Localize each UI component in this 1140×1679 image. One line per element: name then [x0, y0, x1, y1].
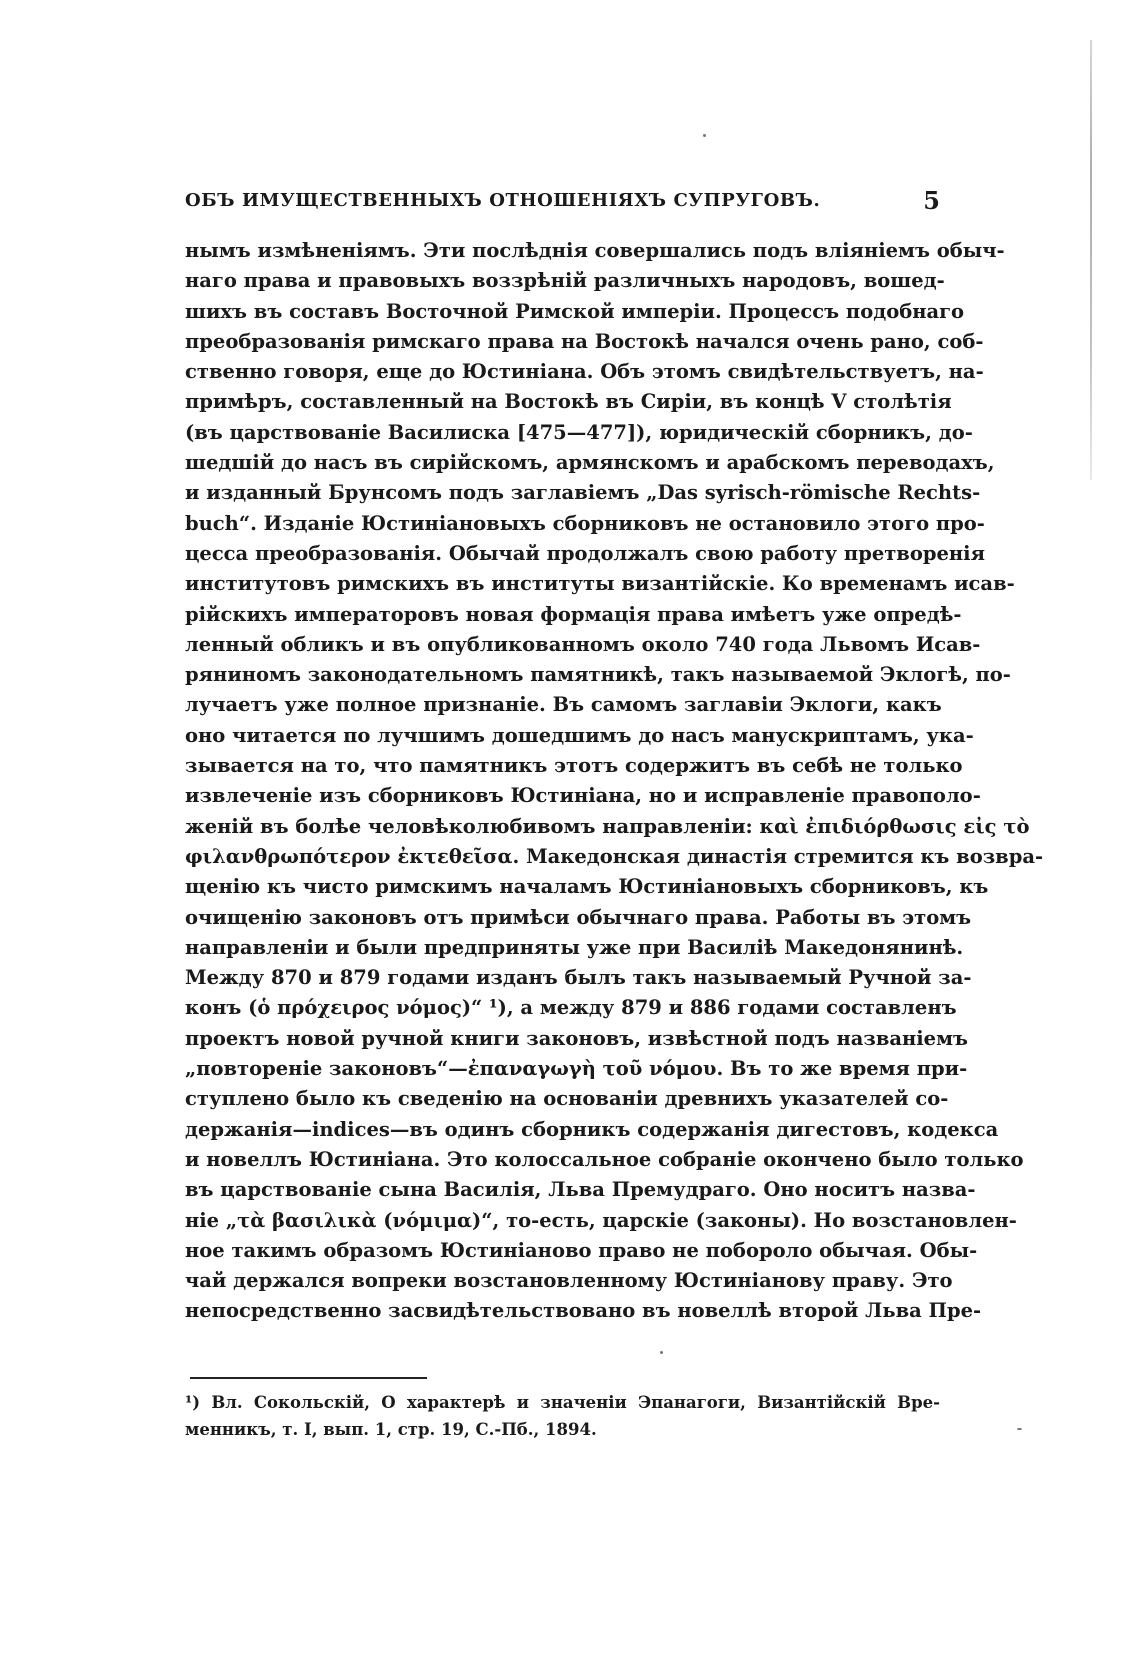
text-line: ряниномъ законодательномъ памятникѣ, такъ называемой Эклогѣ, по- [185, 663, 1011, 687]
page-number: 5 [923, 186, 940, 215]
text-line: оно читается по лучшимъ дошедшимъ до насъ манускриптамъ, ука- [185, 723, 974, 747]
text-line: шихъ въ составъ Восточной Римской имперіи. Процессъ подобнаго [185, 299, 965, 323]
text-line: (въ царствованіе Василиска [475—477]), юридическій сборникъ, до- [185, 420, 973, 444]
body-text [185, 236, 1044, 1327]
text-line: держанія—indices—въ одинъ сборникъ содержанія дигестовъ, кодекса [185, 1117, 999, 1141]
text-line: шедшій до насъ въ сирійскомъ, армянскомъ и арабскомъ переводахъ, [185, 451, 995, 475]
text-line: ступлено было къ сведенію на основаніи древнихъ указателей со- [185, 1087, 949, 1111]
scan-speck [1017, 1428, 1022, 1430]
text-line: преобразованія римскаго права на Востокѣ начался очень рано, соб- [185, 329, 984, 353]
text-line: наго права и правовыхъ воззрѣній различныхъ народовъ, вошед- [185, 269, 945, 293]
scan-speck [660, 1351, 663, 1354]
text-line: непосредственно засвидѣтельствовано въ новеллѣ второй Льва Пре- [185, 1299, 982, 1323]
text-line: buch“. Изданіе Юстиніановыхъ сборниковъ не остановило этого про- [185, 511, 985, 535]
text-line: лучаетъ уже полное признаніе. Въ самомъ заглавіи Эклоги, какъ [185, 693, 942, 717]
text-line: очищенію законовъ отъ примѣси обычнаго права. Работы въ этомъ [185, 905, 972, 929]
footnote [185, 1389, 940, 1443]
scan-edge-shadow [1090, 40, 1092, 480]
text-line: φιλανθρωπότερον ἐκτεθεῖσα. Македонская династія стремится къ возвра- [185, 844, 1044, 868]
text-line: конъ (ὁ πρόχειρος νόμος)“ ¹), а между 879 и 886 годами составленъ [185, 996, 957, 1020]
text-line: Между 870 и 879 годами изданъ былъ такъ называемый Ручной за- [185, 966, 972, 990]
text-line: рійскихъ императоровъ новая формація права имѣетъ уже опредѣ- [185, 602, 962, 626]
text-line: женій въ болѣе человѣколюбивомъ направленіи: καὶ ἐπιδιόρθωσις εἰς τὸ [185, 814, 1030, 838]
text-line: цесса преобразованія. Обычай продолжалъ свою работу претворенія [185, 541, 985, 565]
running-title: ОБЪ ИМУЩЕСТВЕННЫХЪ ОТНОШЕНІЯХЪ СУПРУГОВЪ. [185, 190, 821, 211]
footnote-line: ¹) Вл. Сокольскій, О характерѣ и значеніи Эпанагоги, Византійскій Вре- [185, 1393, 940, 1412]
text-line: примѣръ, составленный на Востокѣ въ Сиріи, въ концѣ V столѣтія [185, 390, 952, 414]
text-line: „повтореніе законовъ“—ἐπαναγωγὴ τοῦ νόμου. Въ то же время при- [185, 1057, 968, 1081]
text-line: зывается на то, что памятникъ этотъ содержитъ въ себѣ не только [185, 754, 963, 778]
footnote-divider [190, 1377, 427, 1379]
text-line: въ царствованіе сына Василія, Льва Премудраго. Оно носитъ назва- [185, 1178, 976, 1202]
footnote-line: менникъ, т. I, вып. 1, стр. 19, С.-Пб., 1894. [185, 1420, 597, 1439]
text-line: щенію къ чисто римскимъ началамъ Юстиніановыхъ сборниковъ, къ [185, 875, 989, 899]
text-line: и новеллъ Юстиніана. Это колоссальное собраніе окончено было только [185, 1147, 1024, 1171]
text-line: чай держался вопреки возстановленному Юстиніанову праву. Это [185, 1269, 953, 1293]
scan-speck [703, 134, 706, 137]
text-line: нымъ измѣненіямъ. Эти послѣднія совершались подъ вліяніемъ обыч- [185, 239, 1005, 262]
text-line: и изданный Брунсомъ подъ заглавіемъ „Das syrisch-römische Rechts- [185, 481, 981, 505]
page-header [185, 186, 940, 216]
text-line: ніе „τὰ βασιλικὰ (νόμιμα)“, то-есть, царскіе (законы). Но возстановлен- [185, 1208, 1017, 1232]
text-line: ственно говоря, еще до Юстиніана. Объ этомъ свидѣтельствуетъ, на- [185, 360, 984, 384]
text-line: проектъ новой ручной книги законовъ, извѣстной подъ названіемъ [185, 1026, 968, 1050]
text-line: ленный обликъ и въ опубликованномъ около 740 года Львомъ Исав- [185, 632, 981, 656]
text-line: направленіи и были предприняты уже при Василіѣ Македонянинѣ. [185, 935, 964, 959]
text-line: ное такимъ образомъ Юстиніаново право не побороло обычая. Обы- [185, 1238, 978, 1262]
text-line: институтовъ римскихъ въ институты византійскіе. Ко временамъ исав- [185, 572, 1015, 596]
text-line: извлеченіе изъ сборниковъ Юстиніана, но и исправленіе правополо- [185, 784, 981, 808]
